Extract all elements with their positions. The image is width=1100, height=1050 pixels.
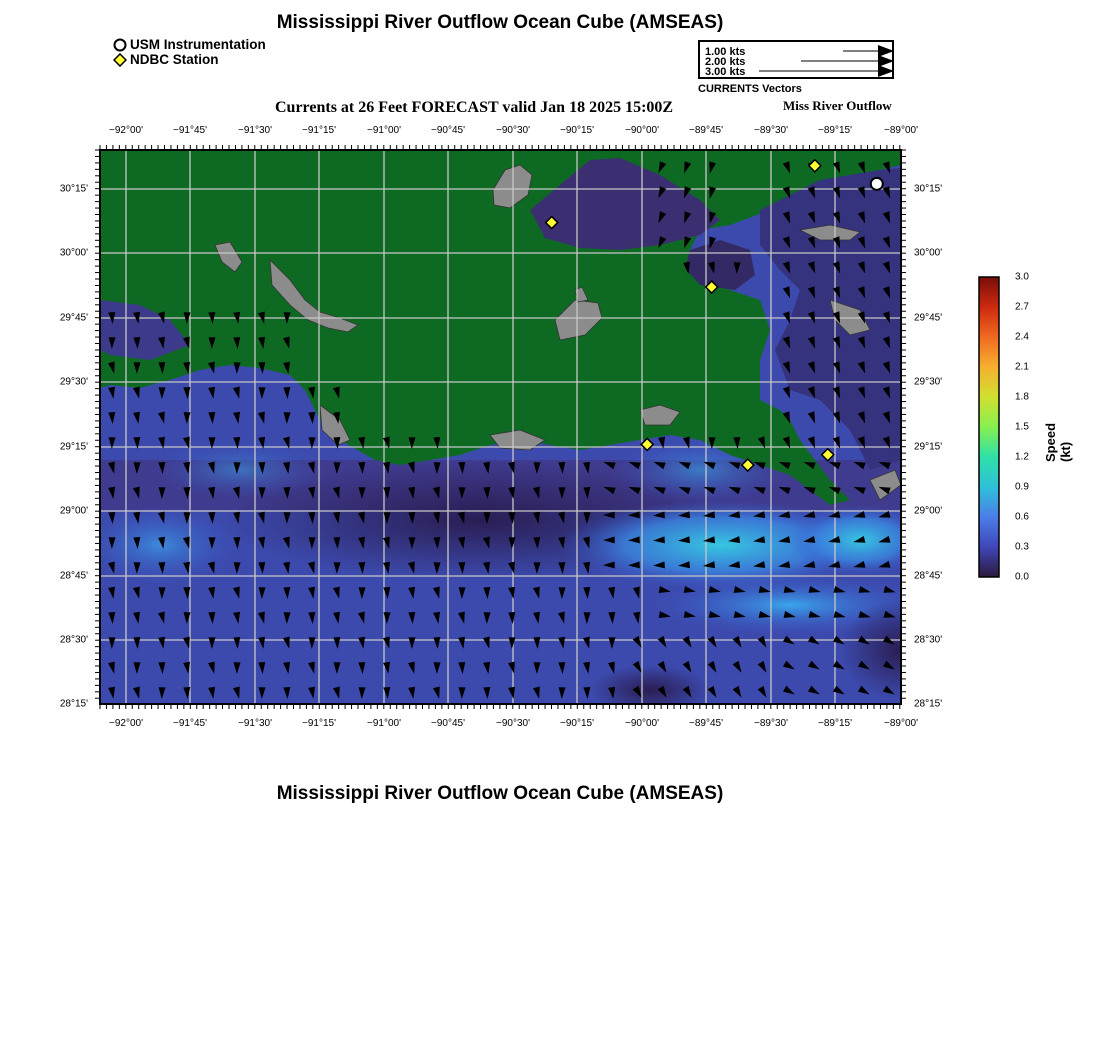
lon-tick-bottom: −91°30' <box>238 718 272 729</box>
lat-tick-left: 30°15' <box>59 183 88 195</box>
lon-tick-bottom: −91°15' <box>302 718 336 729</box>
map-subtitle: Currents at 26 Feet FORECAST valid Jan 18 2025 15:00Z <box>275 99 674 116</box>
lon-tick-top: −91°30' <box>238 125 272 136</box>
lon-tick-bottom: −89°45' <box>689 718 723 729</box>
colorbar-tick: 1.2 <box>1015 451 1029 463</box>
vector-legend-2kt: 2.00 kts <box>705 56 746 68</box>
colorbar-label: Speed (kt) <box>1043 422 1073 462</box>
lat-tick-right: 29°45' <box>914 312 943 324</box>
lon-tick-top: −89°15' <box>818 125 852 136</box>
lat-tick-right: 29°30' <box>914 376 943 388</box>
colorbar-tick: 0.6 <box>1015 511 1029 523</box>
lon-tick-top: −92°00' <box>109 125 143 136</box>
colorbar-tick: 0.0 <box>1015 571 1029 583</box>
lat-tick-left: 29°30' <box>59 376 88 388</box>
usm-legend-label: USM Instrumentation <box>130 37 266 52</box>
lat-tick-right: 29°15' <box>914 441 943 453</box>
colorbar-tick: 2.7 <box>1015 301 1029 313</box>
vector-legend-1kt: 1.00 kts <box>705 46 746 58</box>
colorbar-tick: 2.4 <box>1015 331 1029 343</box>
lat-tick-left: 29°00' <box>59 505 88 517</box>
lat-tick-right: 30°15' <box>914 183 943 195</box>
lon-tick-bottom: −90°00' <box>625 718 659 729</box>
lon-tick-top: −90°15' <box>560 125 594 136</box>
lon-tick-bottom: −92°00' <box>109 718 143 729</box>
bottom-title: Mississippi River Outflow Ocean Cube (AMSEAS) <box>276 783 724 804</box>
lon-tick-top: −90°30' <box>496 125 530 136</box>
colorbar-tick: 0.9 <box>1015 481 1029 493</box>
lon-tick-bottom: −90°15' <box>560 718 594 729</box>
lon-tick-top: −91°00' <box>367 125 401 136</box>
vector-legend-3kt: 3.00 kts <box>705 66 746 78</box>
speed-colorbar <box>978 276 1002 579</box>
lon-tick-bottom: −91°00' <box>367 718 401 729</box>
lat-tick-left: 30°00' <box>59 247 88 259</box>
colorbar-tick: 2.1 <box>1015 361 1029 373</box>
colorbar-tick: 1.5 <box>1015 421 1029 433</box>
lon-tick-top: −90°45' <box>431 125 465 136</box>
lon-tick-top: −91°15' <box>302 125 336 136</box>
lat-tick-right: 29°00' <box>914 505 943 517</box>
lat-tick-right: 28°45' <box>914 570 943 582</box>
lat-tick-right: 28°15' <box>914 698 943 710</box>
lon-tick-top: −91°45' <box>173 125 207 136</box>
lon-tick-bottom: −89°00' <box>884 718 918 729</box>
ndbc-legend-label: NDBC Station <box>130 52 219 67</box>
usm-station-marker[interactable] <box>871 178 883 190</box>
lon-tick-top: −89°45' <box>689 125 723 136</box>
lon-tick-bottom: −90°30' <box>496 718 530 729</box>
lon-tick-top: −89°00' <box>884 125 918 136</box>
colorbar-tick: 3.0 <box>1015 271 1029 283</box>
lon-tick-bottom: −89°30' <box>754 718 788 729</box>
lon-tick-bottom: −90°45' <box>431 718 465 729</box>
lon-tick-top: −90°00' <box>625 125 659 136</box>
colorbar-tick: 1.8 <box>1015 391 1029 403</box>
page-title: Mississippi River Outflow Ocean Cube (AMSEAS) <box>276 12 724 33</box>
vector-legend-title: CURRENTS Vectors <box>698 83 802 95</box>
lat-tick-left: 28°15' <box>59 698 88 710</box>
lat-tick-right: 28°30' <box>914 634 943 646</box>
lon-tick-bottom: −89°15' <box>818 718 852 729</box>
lat-tick-left: 28°30' <box>59 634 88 646</box>
lon-tick-bottom: −91°45' <box>173 718 207 729</box>
lat-tick-left: 29°45' <box>59 312 88 324</box>
lon-tick-top: −89°30' <box>754 125 788 136</box>
lat-tick-right: 30°00' <box>914 247 943 259</box>
region-label: Miss River Outflow <box>783 98 892 113</box>
lat-tick-left: 29°15' <box>59 441 88 453</box>
lat-tick-left: 28°45' <box>59 570 88 582</box>
colorbar-tick: 0.3 <box>1015 541 1029 553</box>
